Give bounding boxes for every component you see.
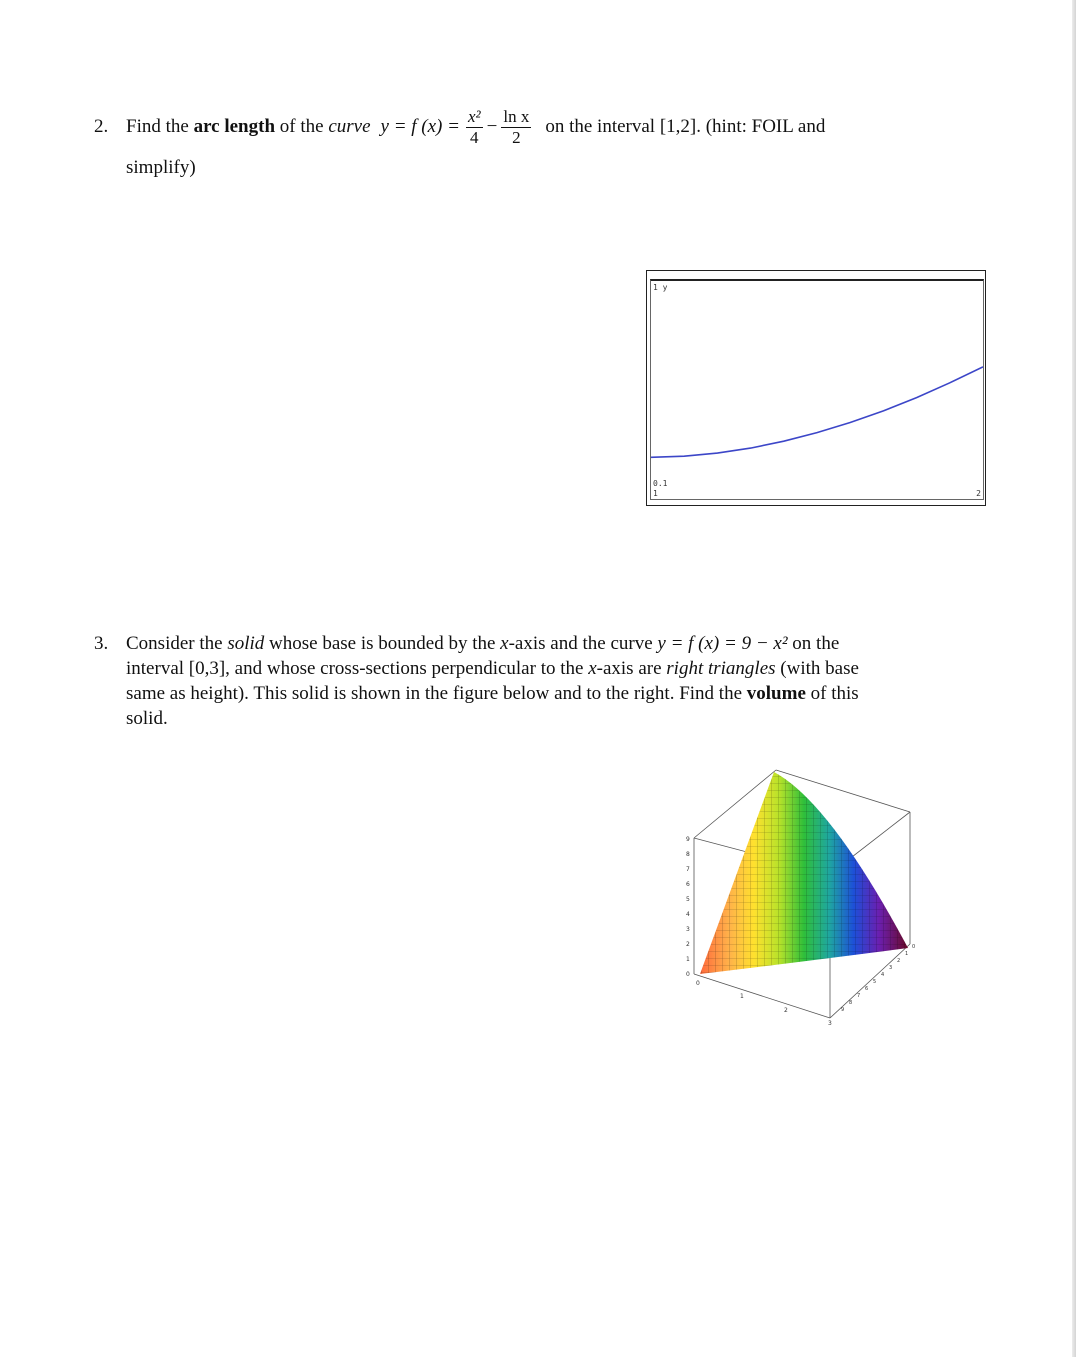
y-tick-label: 8 [849, 1000, 853, 1006]
text-run: (with base [775, 658, 859, 679]
problem-2-number: 2. [94, 116, 109, 137]
text-run: on the [787, 633, 840, 654]
x-tick-label: 3 [828, 1020, 832, 1027]
problem-2 [94, 103, 994, 151]
volume-term: volume [746, 683, 806, 704]
y-tick-label: 0 [912, 944, 916, 950]
series-line [651, 367, 983, 457]
fraction-ln-x-over-2 [501, 107, 531, 148]
x-var: x [588, 658, 597, 679]
z-axis-ticks [686, 836, 690, 978]
text-run: -axis and the curve [508, 633, 658, 654]
x-tick-label: 0 [696, 980, 700, 987]
z-tick-label: 6 [686, 881, 690, 888]
minus-sign: − [486, 116, 498, 137]
y-tick-label: 5 [873, 979, 877, 985]
z-tick-label: 3 [686, 926, 690, 933]
page-edge-shadow [1072, 0, 1076, 1357]
x-tick-label: 2 [784, 1007, 788, 1014]
y-tick-label: 6 [865, 986, 869, 992]
z-tick-label: 7 [686, 866, 690, 873]
y-tick-label: 7 [857, 993, 861, 999]
z-tick-label: 2 [686, 941, 690, 948]
y-tick-label: 1 [905, 951, 909, 957]
text-run: Find the [126, 116, 194, 137]
x-axis-ticks [696, 980, 832, 1027]
z-tick-label: 1 [686, 956, 690, 963]
problem-2-interval-text: on the interval [1,2]. (hint: FOIL and [545, 116, 826, 137]
problem-2-text [126, 116, 371, 138]
numerator: x² [467, 106, 481, 126]
surface-mesh [700, 772, 908, 974]
text-run: of the [275, 116, 329, 137]
y-tick-label: 2 [897, 958, 901, 964]
fraction-x-squared-over-4 [466, 107, 483, 148]
z-tick-label: 4 [686, 911, 690, 918]
y-axis-label: 1 y [653, 283, 668, 292]
y-tick-label: 3 [889, 965, 893, 971]
x-var: x [500, 633, 509, 654]
curve-term: curve [328, 116, 371, 137]
text-run: -axis are [596, 658, 667, 679]
z-tick-label: 5 [686, 896, 690, 903]
numerator: ln x [503, 106, 530, 126]
curve-plot [651, 281, 983, 499]
text-run: interval [0,3], and whose cross-sections perpendicular to the [126, 658, 589, 679]
x-min-label: 1 [653, 489, 658, 498]
z-tick-label: 0 [686, 971, 690, 978]
arc-length-term: arc length [193, 116, 276, 137]
equation-lhs: y = f (x) = [380, 116, 460, 137]
equation: y = f (x) = 9 − x² [657, 633, 788, 654]
denominator: 4 [470, 127, 479, 147]
x-tick-label: 1 [740, 993, 744, 1000]
text-run: same as height). This solid is shown in the figure below and to the right. Find the [126, 683, 747, 704]
problem-3-text [126, 631, 964, 731]
right-triangles-term: right triangles [666, 658, 776, 679]
problem-3 [94, 631, 964, 731]
y-tick-label: 9 [841, 1007, 845, 1013]
text-run: solid. [126, 708, 168, 729]
y-min-label: 0.1 [653, 479, 668, 488]
solid-term: solid [227, 633, 265, 654]
problem-3-number: 3. [94, 633, 109, 654]
text-run: whose base is bounded by the [264, 633, 501, 654]
x-max-label: 2 [976, 489, 981, 498]
y-tick-label: 4 [881, 972, 885, 978]
z-tick-label: 9 [686, 836, 690, 843]
arc-length-graph [646, 270, 986, 506]
text-run: of this [805, 683, 859, 704]
z-tick-label: 8 [686, 851, 690, 858]
plot-area [650, 279, 984, 500]
denominator: 2 [512, 127, 521, 147]
text-run: Consider the [126, 633, 228, 654]
problem-2-continuation: simplify) [126, 157, 196, 178]
solid-3d-figure [680, 762, 920, 1032]
